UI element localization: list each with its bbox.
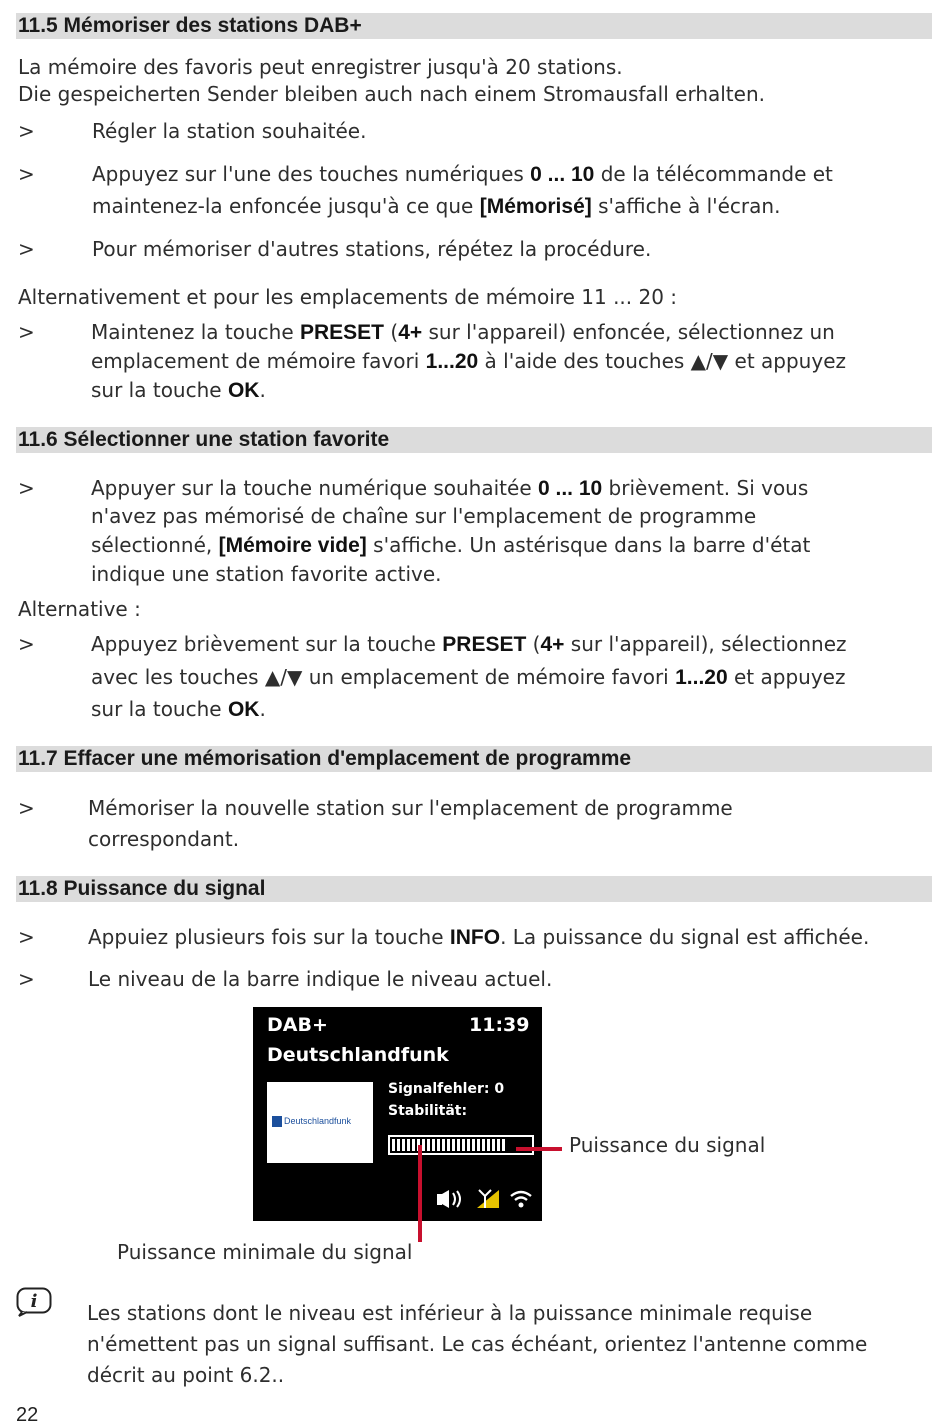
- text: sélectionné,: [91, 533, 219, 557]
- text: et appuyez: [727, 665, 846, 689]
- text: s'affiche. Un astérisque dans la barre d'état: [366, 533, 811, 557]
- station-logo: [267, 1082, 373, 1163]
- instruction-step: Régler la station souhaitée.: [92, 119, 367, 143]
- text: de la télécommande et: [594, 162, 833, 186]
- bullet-marker: >: [18, 119, 35, 143]
- section-title: 11.7 Effacer une mémorisation d'emplacement de programme: [18, 747, 632, 770]
- text: sur l'appareil), sélectionnez: [564, 632, 847, 656]
- section-header-11-7: [16, 746, 932, 772]
- section-header-11-5: [16, 13, 932, 39]
- instruction-step: Mémoriser la nouvelle station sur l'emplacement de programme: [88, 796, 733, 820]
- text: Appuyez brièvement sur la touche: [91, 632, 443, 656]
- key-label: 1...20: [425, 350, 479, 373]
- bullet-marker: >: [18, 320, 35, 344]
- bullet-marker: >: [18, 925, 35, 949]
- text: emplacement de mémoire favori: [91, 349, 426, 373]
- display-signal-error: Signalfehler: 0: [388, 1081, 505, 1097]
- text: . La puissance du signal est affichée.: [500, 925, 870, 949]
- instruction-step: [91, 630, 847, 659]
- signal-strength-fill: [392, 1139, 506, 1151]
- display-station-name: Deutschlandfunk: [267, 1044, 449, 1066]
- signal-level-icon: [475, 1188, 501, 1210]
- speaker-icon: [436, 1189, 466, 1209]
- page-number: 22: [16, 1404, 39, 1426]
- instruction-step: [91, 474, 808, 503]
- text: Appuyez sur l'une des touches numériques: [92, 162, 531, 186]
- section-header-11-6: [16, 427, 932, 453]
- instruction-step: [92, 160, 833, 189]
- text: (: [384, 320, 399, 344]
- text: Appuyer sur la touche numérique souhaitée: [91, 476, 538, 500]
- callout-label-min-signal: Puissance minimale du signal: [117, 1240, 413, 1264]
- instruction-step: Pour mémoriser d'autres stations, répétez la procédure.: [92, 237, 652, 261]
- text: maintenez-la enfoncée jusqu'à ce que: [92, 194, 480, 218]
- key-label: 0 ... 10: [530, 163, 595, 186]
- instruction-step-cont: indique une station favorite active.: [91, 562, 442, 586]
- paragraph: La mémoire des favoris peut enregistrer jusqu'à 20 stations.: [18, 55, 623, 79]
- text: sur la touche: [91, 697, 228, 721]
- callout-line-min-signal: [418, 1145, 422, 1242]
- instruction-step-cont: n'avez pas mémorisé de chaîne sur l'emplacement de programme: [91, 504, 757, 528]
- section-title: 11.6 Sélectionner une station favorite: [18, 428, 390, 451]
- callout-label-signal: Puissance du signal: [569, 1133, 766, 1157]
- key-label: OK: [227, 379, 260, 402]
- text: sur l'appareil) enfoncée, sélectionnez un: [422, 320, 835, 344]
- note-text: n'émettent pas un signal suffisant. Le cas échéant, orientez l'antenne comme: [87, 1332, 868, 1356]
- section-title: 11.8 Puissance du signal: [18, 877, 266, 900]
- bullet-marker: >: [18, 796, 35, 820]
- instruction-step-cont: [91, 376, 266, 405]
- logo-square-icon: [272, 1116, 282, 1127]
- wifi-icon: [509, 1189, 533, 1209]
- text: .: [259, 378, 266, 402]
- key-label: 0 ... 10: [537, 477, 603, 500]
- instruction-step-cont: [91, 695, 266, 724]
- instruction-step: [91, 318, 835, 347]
- key-label: 1...20: [675, 666, 728, 689]
- key-label: PRESET: [442, 633, 527, 656]
- key-label: INFO: [449, 926, 501, 949]
- instruction-step: [88, 923, 869, 952]
- signal-strength-bar: [388, 1135, 534, 1155]
- text: s'affiche à l'écran.: [591, 194, 781, 218]
- instruction-step-cont: [91, 663, 845, 692]
- svg-text:i: i: [30, 1291, 38, 1312]
- station-logo-mark: [272, 1116, 370, 1129]
- key-label: 4+: [398, 321, 423, 344]
- radio-display: [253, 1007, 542, 1221]
- paragraph: Die gespeicherten Sender bleiben auch nach einem Stromausfall erhalten.: [18, 82, 765, 106]
- text: à l'aide des touches ▲/▼ et appuyez: [478, 349, 846, 373]
- bullet-marker: >: [18, 632, 35, 656]
- paragraph: Alternativement et pour les emplacements de mémoire 11 ... 20 :: [18, 285, 678, 309]
- bullet-marker: >: [18, 967, 35, 991]
- display-message: [Mémorisé]: [479, 195, 592, 218]
- info-icon: [16, 1287, 52, 1317]
- note-text: Les stations dont le niveau est inférieur à la puissance minimale requise: [87, 1301, 813, 1325]
- text: sur la touche: [91, 378, 228, 402]
- display-mode: DAB+: [267, 1014, 328, 1036]
- section-title: 11.5 Mémoriser des stations DAB+: [18, 14, 362, 37]
- text: avec les touches ▲/▼ un emplacement de mémoire favori: [91, 665, 676, 689]
- text: (: [526, 632, 541, 656]
- key-label: OK: [227, 698, 260, 721]
- bullet-marker: >: [18, 476, 35, 500]
- text: Appuiez plusieurs fois sur la touche: [88, 925, 450, 949]
- display-message: [Mémoire vide]: [218, 534, 367, 557]
- instruction-step: Le niveau de la barre indique le niveau actuel.: [88, 967, 553, 991]
- key-label: PRESET: [299, 321, 385, 344]
- instruction-step-cont: correspondant.: [88, 827, 240, 851]
- display-stability: Stabilität:: [388, 1103, 468, 1119]
- bullet-marker: >: [18, 162, 35, 186]
- logo-text: Deutschlandfunk: [284, 1116, 352, 1126]
- display-clock: 11:39: [469, 1014, 530, 1036]
- key-label: 4+: [540, 633, 565, 656]
- text: Maintenez la touche: [91, 320, 300, 344]
- note-text: décrit au point 6.2..: [87, 1363, 285, 1387]
- text: .: [259, 697, 266, 721]
- paragraph: Alternative :: [18, 597, 141, 621]
- bullet-marker: >: [18, 237, 35, 261]
- instruction-step-cont: [92, 192, 780, 221]
- instruction-step-cont: [91, 347, 846, 376]
- instruction-step-cont: [91, 531, 810, 560]
- callout-line-signal: [516, 1147, 562, 1151]
- text: brièvement. Si vous: [602, 476, 809, 500]
- section-header-11-8: [16, 876, 932, 902]
